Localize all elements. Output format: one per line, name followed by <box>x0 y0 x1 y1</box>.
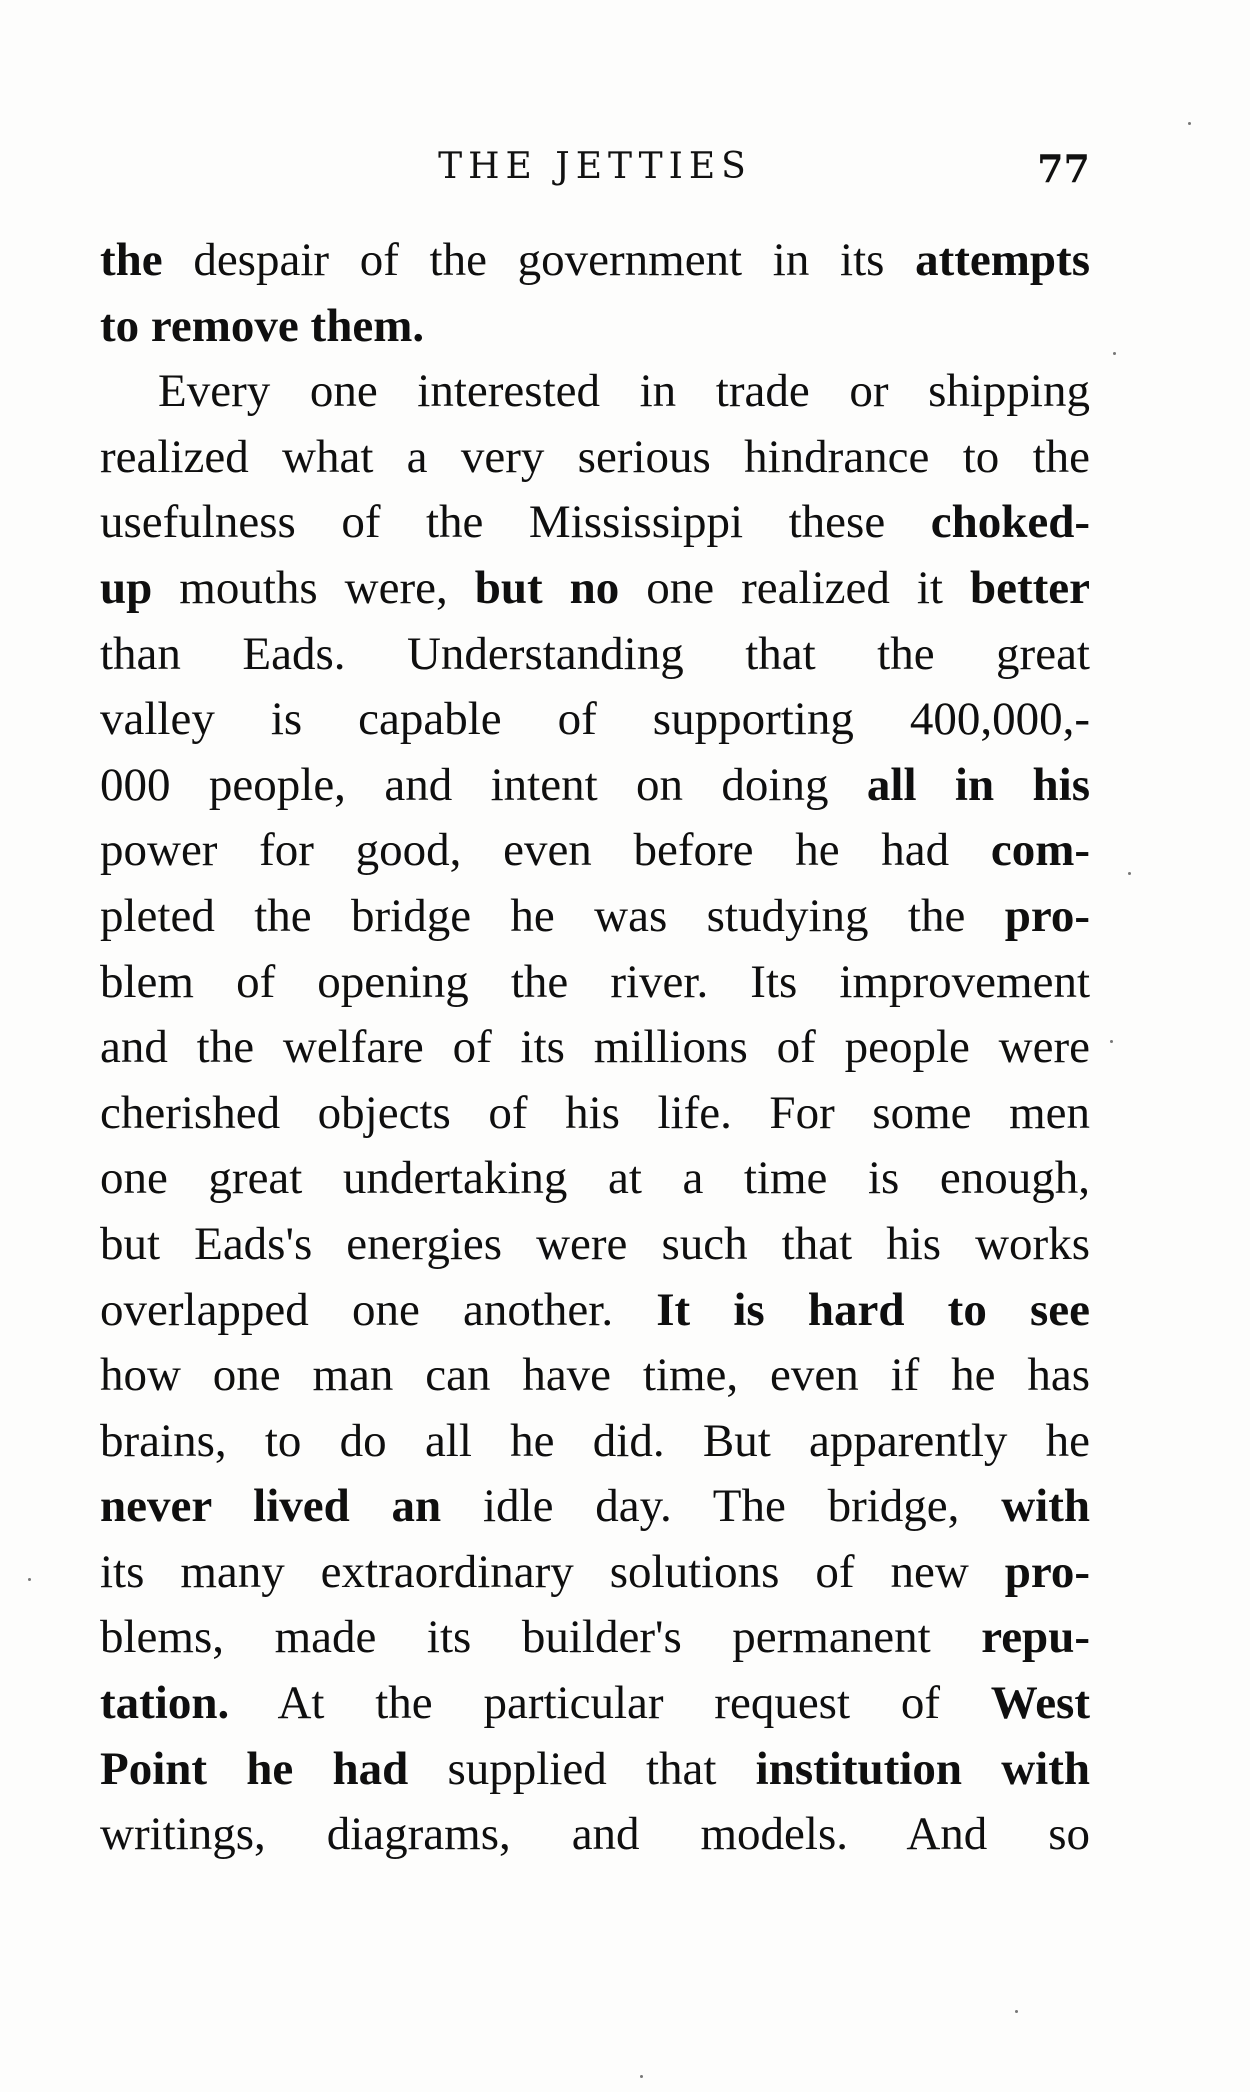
text-segment: better <box>969 561 1090 614</box>
text-segment: its many extraordinary solutions of new <box>100 1545 1005 1598</box>
scan-speck <box>28 1578 31 1581</box>
text-segment: com- <box>990 824 1090 877</box>
text-segment: pro- <box>1004 1545 1090 1598</box>
text-line <box>100 1081 1090 1147</box>
text-line <box>100 1278 1090 1344</box>
text-line <box>100 687 1090 753</box>
text-segment: power for good, even before he had <box>100 824 991 877</box>
text-line <box>100 622 1090 688</box>
text-segment: and the welfare of its millions of people were <box>100 1021 1090 1074</box>
text-line <box>100 1146 1090 1212</box>
text-segment: than Eads. Understanding that the great <box>100 627 1090 680</box>
text-segment: one great undertaking at a time is enough, <box>100 1152 1090 1205</box>
text-segment: blems, made its builder's permanent <box>100 1611 982 1664</box>
scan-speck <box>1128 872 1131 875</box>
text-segment: supplied that <box>408 1742 756 1795</box>
text-segment: to remove them. <box>100 299 425 352</box>
text-segment: repu- <box>981 1611 1090 1664</box>
text-segment: tation. <box>100 1677 230 1730</box>
text-segment: choked- <box>930 496 1090 549</box>
text-line <box>100 950 1090 1016</box>
text-line <box>100 490 1090 556</box>
text-segment: It is hard to see <box>656 1283 1091 1336</box>
text-line <box>100 884 1090 950</box>
text-line <box>100 1015 1090 1081</box>
running-title: THE JETTIES <box>438 146 752 187</box>
text-segment: West <box>990 1677 1090 1730</box>
text-segment: how one man can have time, even if he has <box>100 1349 1090 1402</box>
text-line <box>100 1802 1090 1868</box>
text-segment: writings, <box>100 1808 266 1861</box>
page-number: 77 <box>1037 146 1090 191</box>
text-segment: up <box>100 561 153 614</box>
text-segment: overlapped one another. <box>100 1283 657 1336</box>
text-segment: valley is capable of supporting 400,000,- <box>100 693 1090 746</box>
text-line <box>100 228 1090 294</box>
text-segment: pleted the bridge he was studying the <box>100 889 1005 942</box>
text-segment: but no <box>474 561 620 614</box>
body-text <box>100 228 1090 1868</box>
text-segment: realized what a very serious hindrance to the <box>100 430 1090 483</box>
scan-speck <box>640 2075 643 2078</box>
text-segment: cherished objects of his life. For some men <box>100 1086 1090 1139</box>
text-line <box>100 1671 1090 1737</box>
text-line <box>100 1343 1090 1409</box>
text-segment: At the particular request of <box>229 1677 991 1730</box>
text-line <box>100 753 1090 819</box>
text-line <box>100 425 1090 491</box>
text-segment: blem of opening the river. Its improvement <box>100 955 1090 1008</box>
text-segment: institution with <box>755 1742 1090 1795</box>
scan-speck <box>1110 1040 1113 1043</box>
text-line <box>100 1737 1090 1803</box>
text-segment: but Eads's energies were such that his works <box>100 1217 1090 1270</box>
text-line <box>100 359 1090 425</box>
text-segment: attempts <box>915 234 1090 286</box>
text-segment: one realized it <box>619 561 970 614</box>
scan-speck <box>1188 122 1191 125</box>
text-line <box>100 818 1090 884</box>
text-segment: usefulness of the Mississippi these <box>100 496 931 549</box>
text-segment: diagrams, and models. And so <box>265 1808 1090 1861</box>
text-segment: all in his <box>866 758 1090 811</box>
text-line <box>100 1605 1090 1671</box>
text-line <box>100 556 1090 622</box>
text-line <box>100 1474 1090 1540</box>
text-segment: brains, to do all he did. But apparently he <box>100 1414 1090 1467</box>
text-segment: pro- <box>1004 889 1090 942</box>
text-segment: the <box>100 234 163 286</box>
text-segment: with <box>1001 1480 1090 1533</box>
text-segment: mouths were, <box>152 561 475 614</box>
text-line <box>100 1409 1090 1475</box>
scan-speck <box>1113 352 1116 355</box>
text-segment: Every one interested in trade or shipping <box>158 365 1090 418</box>
text-segment: 000 people, and intent on doing <box>100 758 867 811</box>
page-header <box>100 146 1090 196</box>
text-segment: idle day. The bridge, <box>441 1480 1002 1533</box>
text-segment: never lived an <box>100 1480 442 1533</box>
text-line <box>100 1540 1090 1606</box>
text-line <box>100 294 1090 360</box>
scan-speck <box>1015 2010 1018 2013</box>
text-line <box>100 1212 1090 1278</box>
text-segment: Point he had <box>100 1742 409 1795</box>
text-segment: despair of the government in its <box>162 234 916 286</box>
